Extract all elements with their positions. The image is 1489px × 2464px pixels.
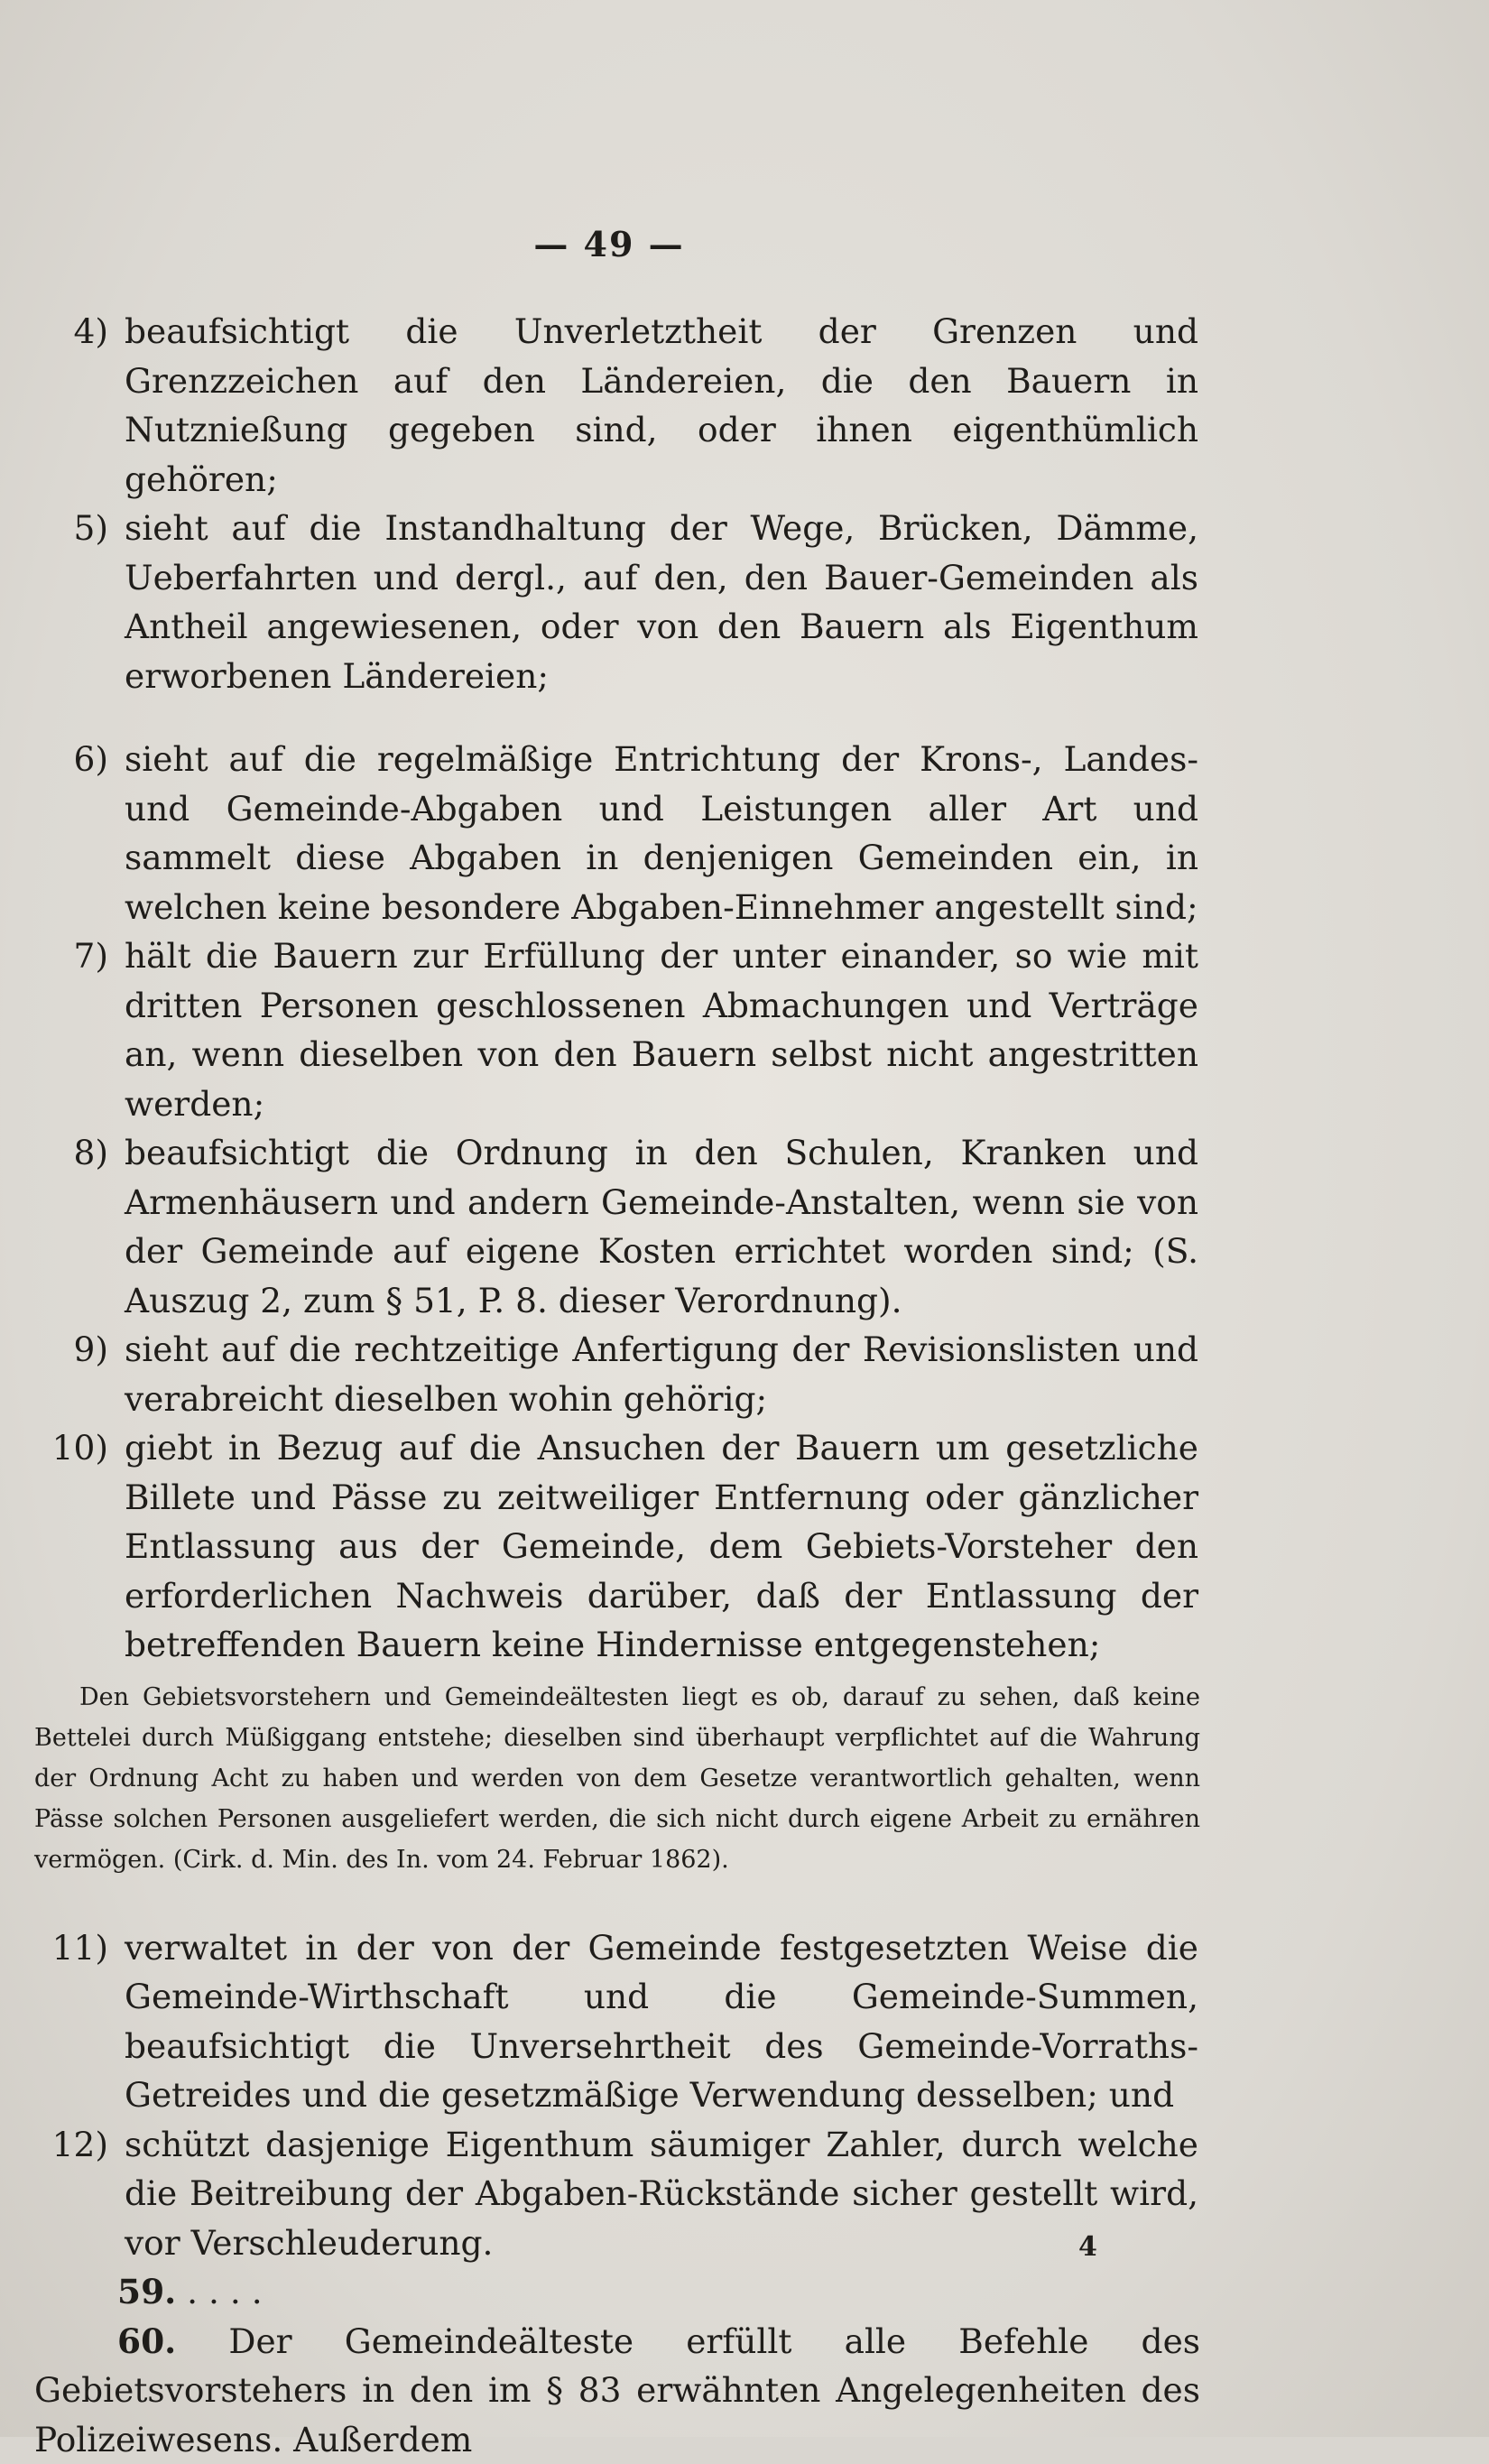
list-item: [0, 504, 1198, 700]
list-item: [0, 2120, 1198, 2268]
item-number: 12): [0, 2120, 108, 2170]
item-text: sieht auf die rechtzeitige Anfertigung der Revisionslisten und verabreicht dieselben wohin gehörig;: [125, 1329, 1198, 1419]
section-60: [34, 2317, 1200, 2464]
list-item: [0, 1128, 1198, 1325]
list-item: [0, 1325, 1198, 1423]
section-number: 60.: [117, 2321, 176, 2361]
item-number: 7): [0, 931, 108, 981]
footnote: Den Gebietsvorstehern und Gemeindeältesten liegt es ob, darauf zu sehen, daß keine Bettelei durch Müßiggang entstehe; dieselben sind überhaupt verpflichtet auf die Wahrung der Ordnung Acht zu haben und werden von dem Gesetze verantwortlich gehalten, wenn Pässe solchen Personen ausgeliefert werden, die sich nicht durch eigene Arbeit zu ernähren vermögen. (Cirk. d. Min. des In. vom 24. Februar 1862).: [34, 1677, 1200, 1880]
item-number: 6): [0, 735, 108, 784]
item-text: giebt in Bezug auf die Ansuchen der Bauern um gesetzliche Billete und Pässe zu zeitweiliger Entfernung oder gänzlicher Entlassung aus der Gemeinde, dem Gebiets-Vorsteher den erforderlichen Nachweis darüber, daß der Entlassung der betreffenden Bauern keine Hindernisse entgegenstehen;: [125, 1428, 1198, 1664]
item-number: 5): [0, 504, 108, 553]
item-number: 8): [0, 1128, 108, 1178]
item-text: sieht auf die regelmäßige Entrichtung der Krons-, Landes- und Gemeinde-Abgaben und Leistungen aller Art und sammelt diese Abgaben in denjenigen Gemeinden ein, in welchen keine besondere Abgaben-Einnehmer angestellt sind;: [125, 739, 1198, 927]
section-text: Der Gemeindeälteste erfüllt alle Befehle des Gebietsvorstehers in den im § 83 erwähnten Angelegenheiten des Polizeiwesens. Außerdem: [34, 2321, 1200, 2459]
item-text: hält die Bauern zur Erfüllung der unter einander, so wie mit dritten Personen geschlossenen Abmachungen und Verträge an, wenn dieselben von den Bauern selbst nicht angestritten werden;: [125, 936, 1198, 1124]
item-text: verwaltet in der von der Gemeinde festgesetzten Weise die Gemeinde-Wirthschaft und die Gemeinde-Summen, beaufsichtigt die Unversehrtheit des Gemeinde-Vorraths-Getreides und die gesetzmäßige Verwendung desselben; und: [125, 1928, 1198, 2116]
page-number: — 49 —: [0, 224, 1218, 264]
list-item: [0, 307, 1198, 504]
list-item: [0, 735, 1198, 931]
section-59: [34, 2267, 1200, 2317]
item-number: 10): [0, 1423, 108, 1473]
item-text: schützt dasjenige Eigenthum säumiger Zahler, durch welche die Beitreibung der Abgaben-Rückstände sicher gestellt wird, vor Verschleuderung.: [125, 2125, 1198, 2263]
list-item: [0, 931, 1198, 1128]
section-number: 59.: [117, 2272, 176, 2311]
item-number: 9): [0, 1325, 108, 1375]
item-number: 4): [0, 307, 108, 357]
item-text: beaufsichtigt die Ordnung in den Schulen, Kranken und Armenhäusern und andern Gemeinde-Anstalten, wenn sie von der Gemeinde auf eigene Kosten errichtet worden sind; (S. Auszug 2, zum § 51, P. 8. dieser Verordnung).: [125, 1133, 1198, 1320]
section-text: . . . .: [187, 2272, 262, 2311]
list-item: [0, 1423, 1198, 1670]
signature-mark: 4: [1078, 2231, 1097, 2263]
document-body: [0, 307, 1489, 2464]
item-text: beaufsichtigt die Unverletztheit der Grenzen und Grenzzeichen auf den Ländereien, die den Bauern in Nutznießung gegeben sind, oder ihnen eigenthümlich gehören;: [125, 311, 1198, 499]
item-number: 11): [0, 1923, 108, 1973]
item-text: sieht auf die Instandhaltung der Wege, Brücken, Dämme, Ueberfahrten und dergl., auf den, den Bauer-Gemeinden als Antheil angewiesenen, oder von den Bauern als Eigenthum erworbenen Ländereien;: [125, 508, 1198, 696]
list-item: [0, 1923, 1198, 2120]
